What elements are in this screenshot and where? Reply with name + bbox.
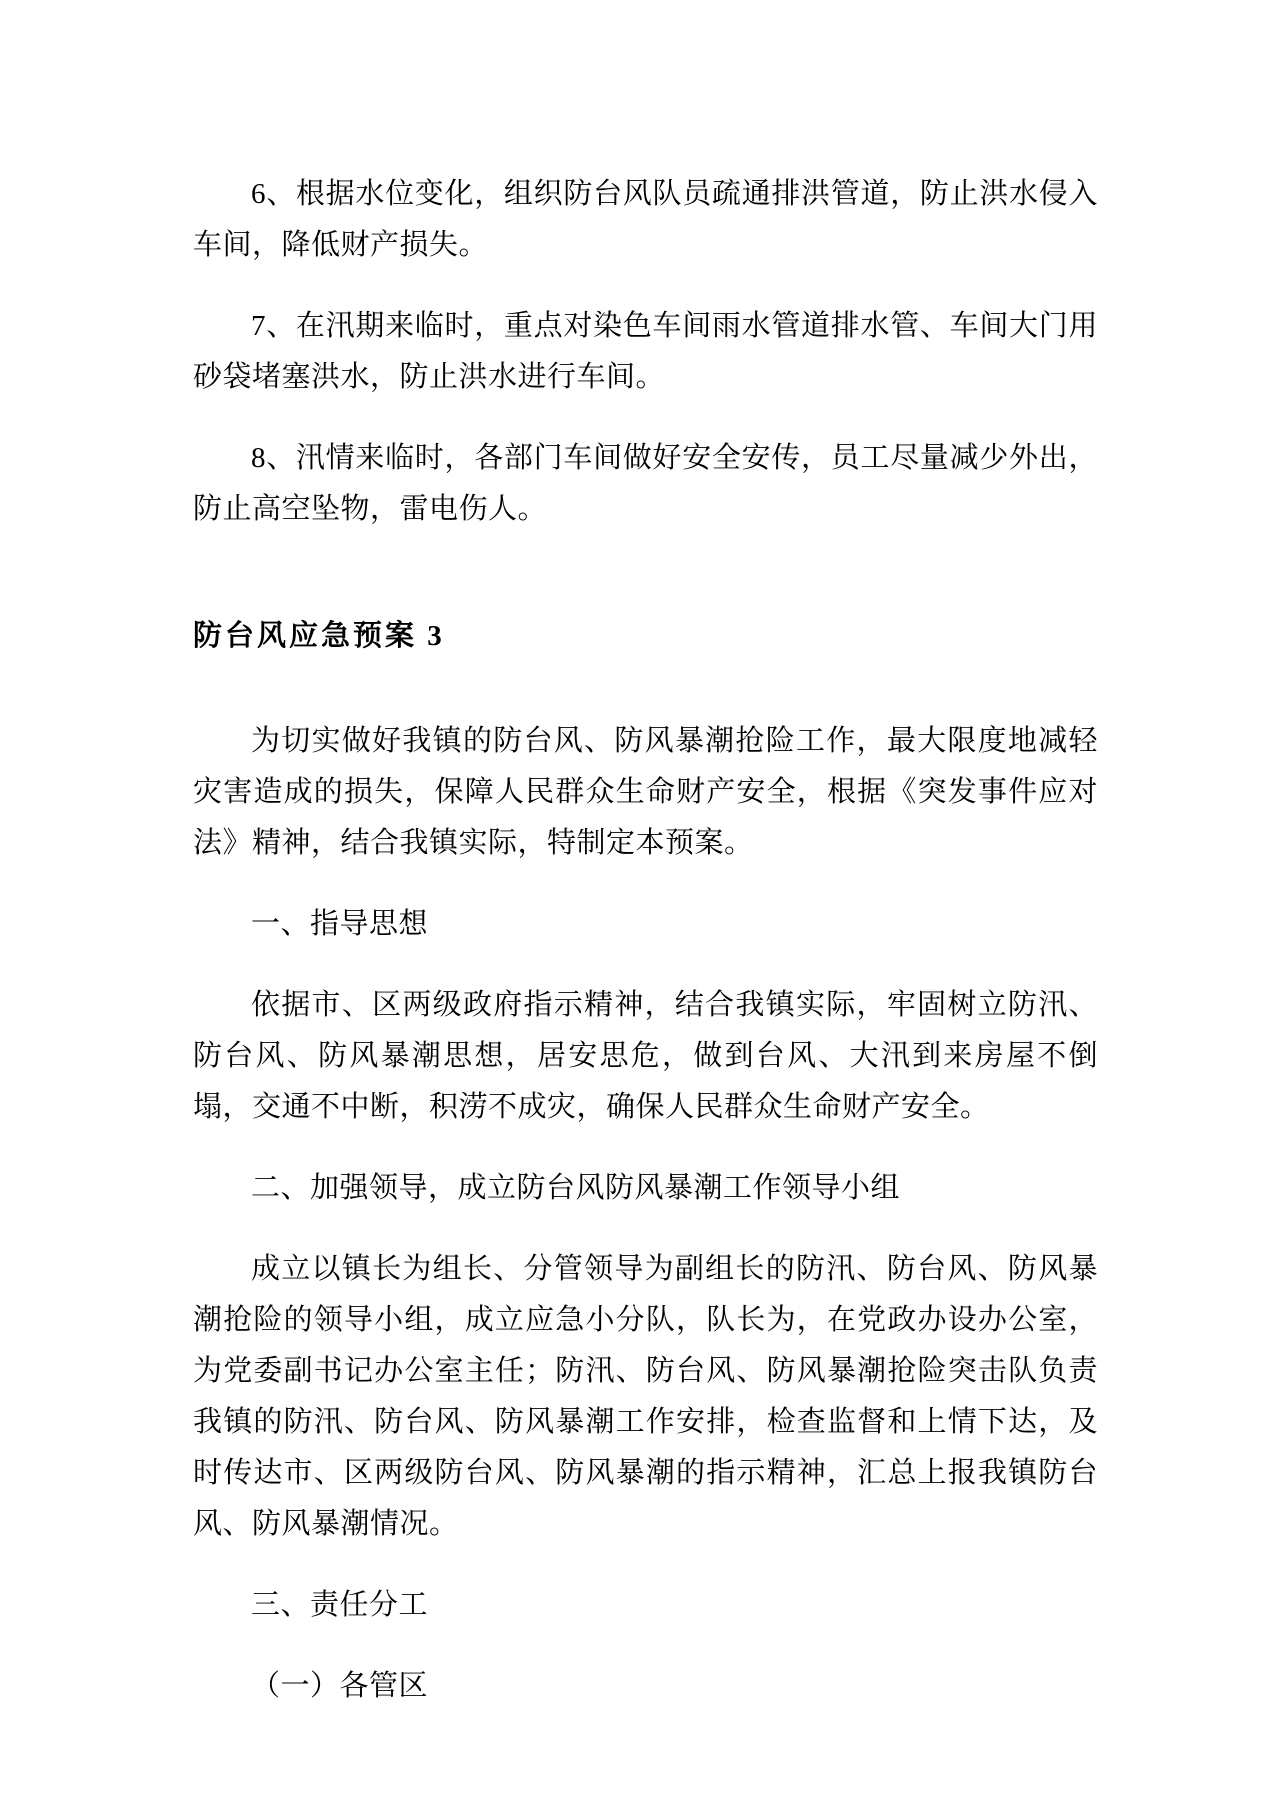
section-title-plan-3: 防台风应急预案 3 <box>193 620 445 652</box>
paragraph-district-item: （一）各管区 <box>251 1670 429 1702</box>
paragraph-item-7: 7、在汛期来临时，重点对染色车间雨水管道排水管、车间大门用砂袋堵塞洪水，防止洪水进行车间。 <box>193 310 1098 393</box>
paragraph-leadership-group: 成立以镇长为组长、分管领导为副组长的防汛、防台风、防风暴潮抢险的领导小组，成立应急小分队，队长为，在党政办设办公室，为党委副书记办公室主任；防汛、防台风、防风暴潮抢险突击队负责我镇的防汛、防台风、防风暴潮工作安排，检查监督和上情下达，及时传达市、区两级防台风、防风暴潮的指示精神，汇总上报我镇防台风、防风暴潮情况。 <box>193 1253 1098 1540</box>
subheading-responsibility-division: 三、责任分工 <box>251 1589 429 1621</box>
paragraph-guiding-ideology: 依据市、区两级政府指示精神，结合我镇实际，牢固树立防汛、防台风、防风暴潮思想，居安思危，做到台风、大汛到来房屋不倒塌，交通不中断，积涝不成灾，确保人民群众生命财产安全。 <box>193 989 1098 1123</box>
paragraph-item-8: 8、汛情来临时，各部门车间做好安全安传，员工尽量减少外出，防止高空坠物，雷电伤人。 <box>193 442 1098 525</box>
subheading-strengthen-leadership: 二、加强领导，成立防台风防风暴潮工作领导小组 <box>251 1172 901 1204</box>
subheading-guiding-ideology: 一、指导思想 <box>251 908 429 940</box>
paragraph-intro: 为切实做好我镇的防台风、防风暴潮抢险工作，最大限度地减轻灾害造成的损失，保障人民群众生命财产安全，根据《突发事件应对法》精神，结合我镇实际，特制定本预案。 <box>193 725 1098 859</box>
paragraph-item-6: 6、根据水位变化，组织防台风队员疏通排洪管道，防止洪水侵入车间，降低财产损失。 <box>193 178 1098 261</box>
